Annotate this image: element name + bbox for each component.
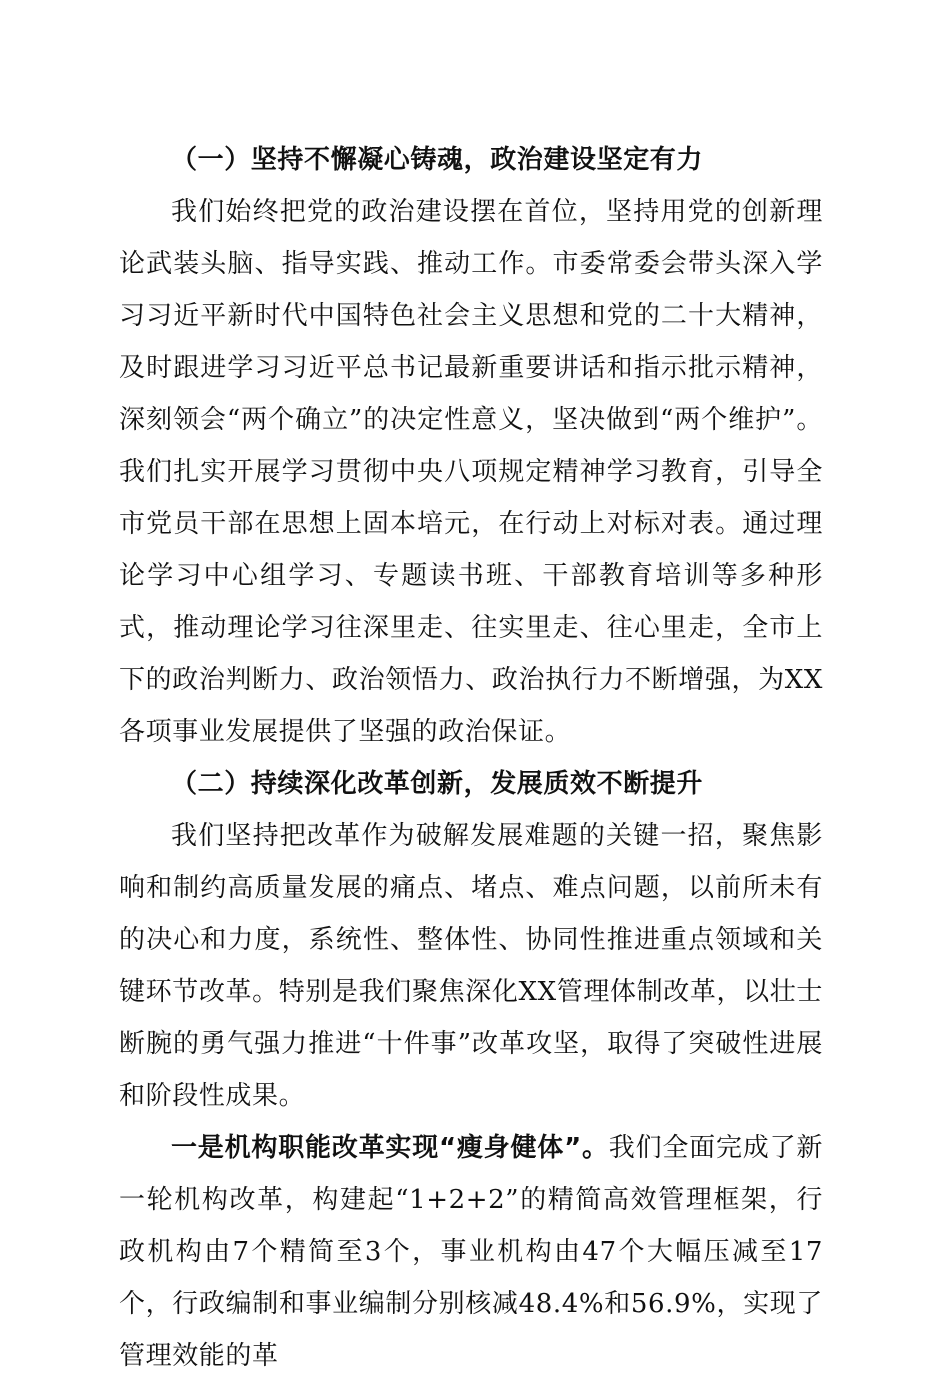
section-heading-2: （二）持续深化改革创新，发展质效不断提升 xyxy=(171,769,704,799)
document-body xyxy=(119,134,823,1382)
list-item-paragraph-1 xyxy=(119,1122,823,1382)
section-heading-1: （一）坚持不懈凝心铸魂，政治建设坚定有力 xyxy=(171,145,704,175)
section-paragraph-2: 我们坚持把改革作为破解发展难题的关键一招，聚焦影响和制约高质量发展的痛点、堵点、难点问题，以前所未有的决心和力度，系统性、整体性、协同性推进重点领域和关键环节改革。特别是我们聚焦深化XX管理体制改革，以壮士断腕的勇气强力推进“十件事”改革攻坚，取得了突破性进展和阶段性成果。 xyxy=(119,821,823,1111)
list-item-lead: 一是机构职能改革实现“瘦身健体”。 xyxy=(171,1133,609,1163)
list-item-text: 我们全面完成了新一轮机构改革，构建起“1+2+2”的精简高效管理框架，行政机构由7个精简至3个，事业机构由47个大幅压减至17个，行政编制和事业编制分别核减48.4%和56.9%，实现了管理效能的革 xyxy=(119,1133,823,1371)
section-paragraph-1: 我们始终把党的政治建设摆在首位，坚持用党的创新理论武装头脑、指导实践、推动工作。市委常委会带头深入学习习近平新时代中国特色社会主义思想和党的二十大精神，及时跟进学习习近平总书记最新重要讲话和指示批示精神，深刻领会“两个确立”的决定性意义，坚决做到“两个维护”。我们扎实开展学习贯彻中央八项规定精神学习教育，引导全市党员干部在思想上固本培元，在行动上对标对表。通过理论学习中心组学习、专题读书班、干部教育培训等多种形式，推动理论学习往深里走、往实里走、往心里走，全市上下的政治判断力、政治领悟力、政治执行力不断增强，为XX各项事业发展提供了坚强的政治保证。 xyxy=(119,197,823,747)
